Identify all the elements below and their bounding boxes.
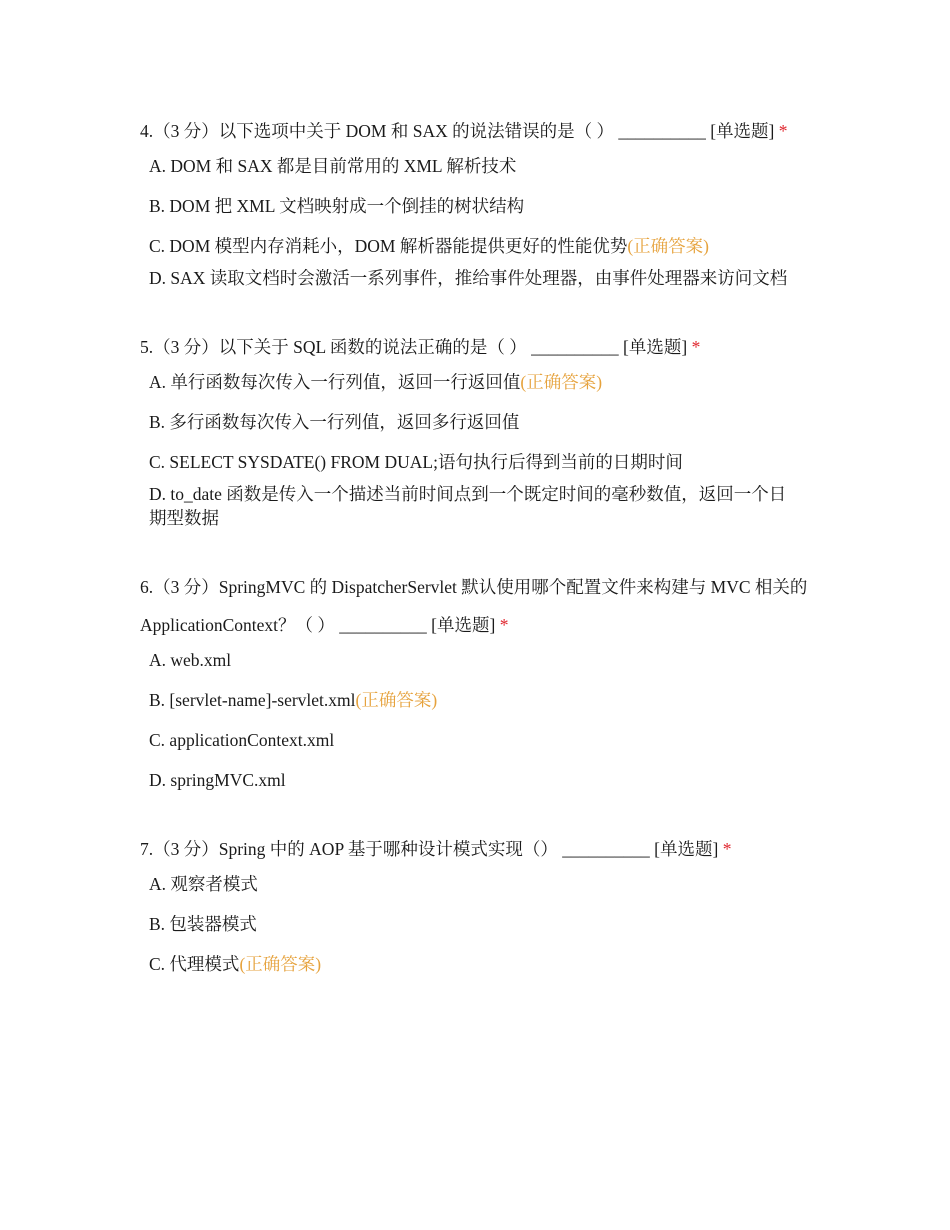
required-mark: * (778, 121, 788, 141)
required-mark: * (499, 615, 509, 635)
option-text: A. 观察者模式 (149, 874, 258, 894)
question-title (140, 112, 820, 150)
option-text: D. springMVC.xml (149, 770, 286, 790)
question-title (140, 568, 820, 644)
question-5 (140, 328, 820, 530)
correct-answer-label: (正确答案) (355, 690, 438, 710)
option-c (149, 952, 799, 976)
option-d (149, 482, 799, 530)
option-text: D. SAX 读取文档时会激活一系列事件，推给事件处理器，由事件处理器来访问文档 (149, 268, 788, 288)
question-text: 6.（3 分）SpringMVC 的 DispatcherServlet 默认使用哪个配置文件来构建与 MVC 相关的 ApplicationContext？（ ） __________ [单选题] (140, 577, 808, 635)
question-6 (140, 568, 820, 792)
option-text: C. DOM 模型内存消耗小，DOM 解析器能提供更好的性能优势 (149, 236, 628, 256)
option-list (140, 872, 820, 976)
correct-answer-label: (正确答案) (239, 954, 322, 974)
option-d (149, 768, 799, 792)
option-text: C. 代理模式 (149, 954, 240, 974)
option-text: A. web.xml (149, 650, 232, 670)
option-list (140, 154, 820, 290)
question-text: 5.（3 分）以下关于 SQL 函数的说法正确的是（ ） __________ [单选题] (140, 337, 688, 357)
option-a (149, 370, 799, 394)
question-4 (140, 112, 820, 290)
option-c (149, 728, 799, 752)
document-page (140, 112, 820, 1014)
option-c (149, 234, 799, 258)
option-b (149, 912, 799, 936)
correct-answer-label: (正确答案) (627, 236, 709, 256)
question-title (140, 328, 820, 366)
option-list (140, 648, 820, 792)
option-b (149, 410, 799, 434)
option-text: B. 多行函数每次传入一行列值，返回多行返回值 (149, 412, 520, 432)
option-text: A. 单行函数每次传入一行列值，返回一行返回值 (149, 372, 521, 392)
correct-answer-label: (正确答案) (520, 372, 603, 392)
option-a (149, 872, 799, 896)
option-b (149, 688, 799, 712)
option-c (149, 450, 799, 474)
option-b (149, 194, 799, 218)
option-d (149, 266, 799, 290)
option-text: B. [servlet-name]-servlet.xml (149, 690, 356, 710)
question-7 (140, 830, 820, 976)
option-text: C. SELECT SYSDATE() FROM DUAL;语句执行后得到当前的日期时间 (149, 452, 683, 472)
required-mark: * (722, 839, 732, 859)
option-text: C. applicationContext.xml (149, 730, 335, 750)
option-text: A. DOM 和 SAX 都是目前常用的 XML 解析技术 (149, 156, 517, 176)
required-mark: * (691, 337, 701, 357)
option-text: D. to_date 函数是传入一个描述当前时间点到一个既定时间的毫秒数值，返回一个日期型数据 (149, 484, 787, 528)
question-text: 4.（3 分）以下选项中关于 DOM 和 SAX 的说法错误的是（ ） __________ [单选题] (140, 121, 775, 141)
question-text: 7.（3 分）Spring 中的 AOP 基于哪种设计模式实现（） __________ [单选题] (140, 839, 719, 859)
option-a (149, 154, 799, 178)
option-a (149, 648, 799, 672)
option-text: B. DOM 把 XML 文档映射成一个倒挂的树状结构 (149, 196, 525, 216)
option-text: B. 包装器模式 (149, 914, 257, 934)
option-list (140, 370, 820, 530)
question-title (140, 830, 820, 868)
